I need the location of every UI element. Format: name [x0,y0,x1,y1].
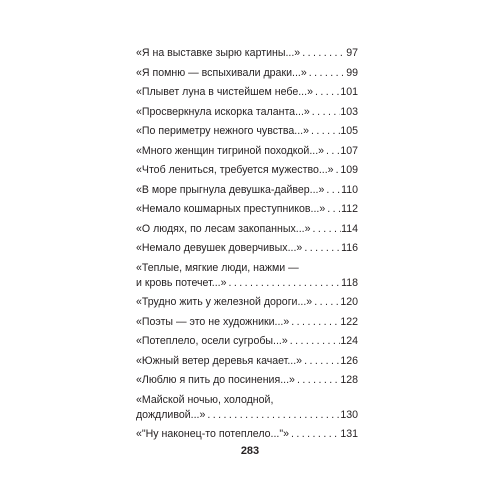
toc-entry-page-number: 97 [346,47,358,59]
toc-entry-title: «Немало девушек доверчивых...» [136,242,303,254]
toc-entry-page-number: 118 [341,276,358,289]
toc-entry-line [136,144,358,159]
toc-entry-title: «Трудно жить у железной дороги...» [136,296,313,308]
toc-entry-line [136,295,358,310]
toc-entry [136,105,358,120]
toc-entry-line [136,46,358,61]
dot-leader [324,144,340,159]
toc-entry-line [136,276,358,291]
dot-leader [205,408,340,423]
toc-entry-page-number: 122 [340,315,358,328]
toc-entry [136,373,358,388]
dot-leader [302,354,340,369]
toc-entry-page-number: 130 [340,408,358,421]
toc-entry-line [136,105,358,120]
toc-entry-line [136,66,358,81]
toc-entry-title: «Много женщин тигриной походкой...» [136,144,325,157]
toc-entry-page-number: 114 [341,222,358,235]
toc-entry-line [136,408,358,423]
dot-leader [295,373,340,388]
toc-entry-page-number: 101 [340,86,358,98]
toc-entry-title: «Потеплело, осели сугробы...» [136,335,288,347]
toc-entry-title-line: «Майской ночью, холодной, [136,393,274,406]
toc-entry-line [136,222,358,237]
toc-entry [136,46,358,61]
toc-entry-line [136,334,358,349]
dot-leader [325,202,341,217]
toc-entry-page-number: 116 [341,242,358,254]
toc-entry-line [136,354,358,369]
toc-entry [136,202,358,217]
toc-entry-page-number: 99 [346,66,358,79]
dot-leader [300,46,346,61]
toc-entry [136,427,358,442]
toc-entry-title: «Плывет луна в чистейшем небе...» [136,86,313,98]
toc-entry [136,393,358,423]
toc-entry-page-number: 112 [341,203,358,215]
toc-entry [136,222,358,237]
toc-entry [136,295,358,310]
dot-leader [312,295,340,310]
toc-entry-title-line: «Теплые, мягкие люди, нажми — [136,261,299,274]
dot-leader [311,222,342,237]
toc-entry-page-number: 103 [340,105,358,118]
dot-leader [313,85,340,100]
toc-entry [136,163,358,178]
dot-leader [310,105,341,120]
toc-entry-page-number: 109 [340,164,358,176]
toc-entry-title: «По периметру нежного чувства...» [136,125,309,137]
toc-entry-page-number: 131 [340,428,358,440]
toc-entry-line [136,124,358,139]
toc-entry-title: «"Ну наконец-то потеплело..."» [136,428,289,440]
toc-entry [136,144,358,159]
toc-entry-line [136,427,358,442]
toc-entry [136,183,358,198]
dot-leader [334,163,341,178]
toc-entry-title: «Люблю я пить до посинения...» [136,374,295,386]
toc-entry-title: и кровь потечет...» [136,276,227,289]
toc-entry-title: дождливой...» [136,408,206,421]
toc-entry-title: «Южный ветер деревья качает...» [136,354,303,367]
toc-entry-page-number: 124 [340,335,358,347]
toc-entry-line [136,183,358,198]
toc-entry [136,66,358,81]
dot-leader [289,315,340,330]
toc-entry-page-number: 128 [340,374,358,386]
toc-entry-page-number: 126 [340,354,358,367]
dot-leader [324,183,341,198]
dot-leader [309,124,340,139]
dot-leader [288,334,341,349]
toc-entry [136,354,358,369]
toc-entry-title: «Я помню — вспыхивали драки...» [136,66,307,79]
table-of-contents [136,46,358,447]
toc-entry-page-number: 107 [340,144,358,157]
toc-entry-page-number: 105 [340,125,358,137]
toc-entry [136,241,358,256]
toc-entry [136,124,358,139]
toc-entry [136,85,358,100]
toc-entry-title: «Поэты — это не художники...» [136,315,290,328]
toc-entry [136,315,358,330]
toc-entry-line [136,85,358,100]
toc-entry [136,261,358,291]
toc-entry-line [136,315,358,330]
toc-entry-line [136,202,358,217]
dot-leader [302,241,341,256]
toc-entry-title: «Просверкнула искорка таланта...» [136,105,310,118]
dot-leader [227,276,342,291]
toc-entry-page-number: 120 [340,296,358,308]
dot-leader [289,427,340,442]
dot-leader [307,66,346,81]
toc-entry-line [136,241,358,256]
toc-entry-title: «О людях, по лесам закопанных...» [136,222,311,235]
toc-entry-title: «Чтоб лениться, требуется мужество...» [136,164,334,176]
page-number: 283 [240,445,260,457]
toc-entry-title: «Я на выставке зырю картины...» [136,47,301,59]
toc-entry-line [136,373,358,388]
toc-entry-title: «В море прыгнула девушка-дайвер...» [136,183,325,196]
toc-entry-page-number: 110 [341,183,358,196]
toc-entry [136,334,358,349]
toc-entry-title: «Немало кошмарных преступников...» [136,203,326,215]
toc-entry-line [136,163,358,178]
